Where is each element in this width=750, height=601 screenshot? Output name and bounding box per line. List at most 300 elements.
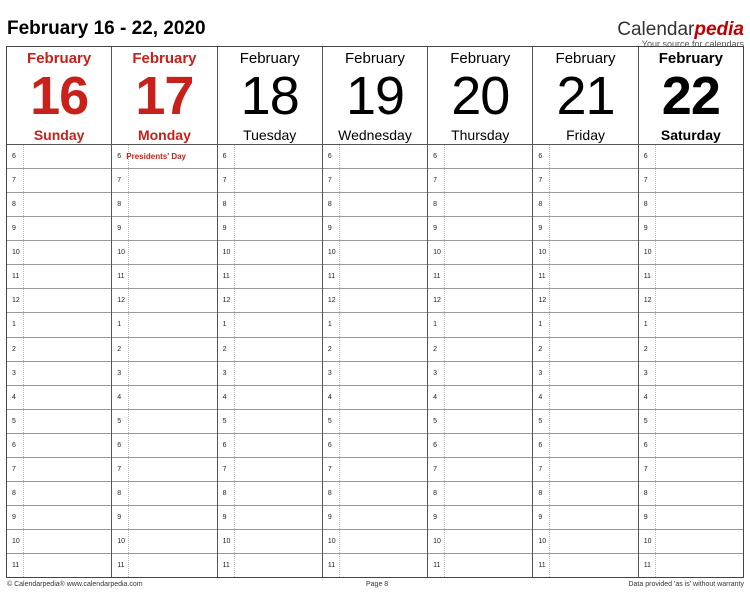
- time-slot: [428, 169, 532, 193]
- time-slot: [533, 265, 637, 289]
- hour-label: 12: [433, 297, 441, 305]
- slot-divider: [234, 530, 235, 553]
- slot-divider: [655, 193, 656, 216]
- slot-divider: [444, 338, 445, 361]
- day-month: February: [27, 50, 92, 67]
- slot-divider: [128, 530, 129, 553]
- hour-label: 4: [12, 393, 16, 401]
- hour-label: 2: [117, 345, 122, 353]
- slot-divider: [339, 338, 340, 361]
- slot-divider: [128, 338, 129, 361]
- slot-divider: [444, 386, 445, 409]
- hour-label: 6: [117, 153, 122, 160]
- time-slot: [533, 193, 637, 217]
- slot-divider: [23, 338, 24, 361]
- day-weekday: Monday: [137, 127, 191, 143]
- brand-logo: [617, 20, 744, 49]
- slot-divider: [444, 169, 445, 192]
- slot-divider: [444, 530, 445, 553]
- day-month: February: [555, 50, 616, 67]
- hour-label: 10: [643, 538, 652, 545]
- slot-divider: [655, 434, 656, 457]
- day-number: 16: [30, 66, 89, 126]
- hour-label: 7: [117, 465, 122, 473]
- hour-label: 6: [222, 153, 227, 160]
- time-slot: [218, 554, 322, 577]
- hour-label: 10: [222, 538, 231, 545]
- hour-label: 1: [117, 321, 122, 329]
- time-slot: [7, 410, 111, 434]
- hour-label: 8: [538, 201, 543, 209]
- slot-divider: [339, 458, 340, 481]
- hour-label: 4: [117, 393, 122, 401]
- day-month: February: [132, 50, 197, 67]
- time-slot: [112, 338, 216, 362]
- hour-label: 6: [538, 441, 543, 449]
- slot-divider: [23, 145, 24, 168]
- hour-label: 9: [643, 513, 648, 521]
- hour-label: 7: [222, 177, 227, 185]
- hour-label: 4: [643, 393, 648, 401]
- time-slot: [639, 169, 743, 193]
- hour-label: 11: [222, 273, 230, 281]
- slot-divider: [23, 217, 24, 240]
- hour-rows: [218, 145, 322, 577]
- day-column: [639, 47, 743, 577]
- week-grid: [6, 46, 744, 578]
- hour-label: 3: [12, 369, 16, 377]
- slot-divider: [339, 145, 340, 168]
- time-slot: [7, 193, 111, 217]
- time-slot: [7, 554, 111, 577]
- slot-divider: [655, 313, 656, 336]
- hour-label: 8: [643, 201, 648, 209]
- hour-label: 10: [12, 249, 20, 257]
- hour-label: 7: [538, 465, 543, 473]
- slot-divider: [549, 386, 550, 409]
- hour-label: 6: [643, 153, 648, 160]
- day-month: February: [658, 50, 723, 67]
- time-slot: [218, 169, 322, 193]
- hour-label: 6: [643, 441, 648, 449]
- time-slot: [533, 554, 637, 577]
- slot-divider: [549, 193, 550, 216]
- hour-label: 1: [222, 321, 227, 329]
- hour-label: 8: [433, 489, 438, 497]
- time-slot: [428, 458, 532, 482]
- brand-name: [617, 20, 744, 39]
- time-slot: [639, 554, 743, 577]
- time-slot: [639, 193, 743, 217]
- hour-label: 6: [12, 441, 16, 449]
- slot-divider: [339, 530, 340, 553]
- slot-divider: [339, 193, 340, 216]
- time-slot: [639, 434, 743, 458]
- day-weekday: Sunday: [33, 127, 85, 143]
- slot-divider: [23, 386, 24, 409]
- time-slot: [639, 217, 743, 241]
- day-weekday: Thursday: [451, 127, 510, 143]
- hour-label: 10: [643, 249, 652, 257]
- day-column: [112, 47, 217, 577]
- hour-label: 8: [222, 201, 227, 209]
- hour-label: 7: [433, 177, 438, 185]
- time-slot: [428, 530, 532, 554]
- slot-divider: [234, 410, 235, 433]
- hour-label: 6: [327, 153, 332, 160]
- slot-divider: [234, 217, 235, 240]
- slot-divider: [128, 193, 129, 216]
- slot-divider: [234, 338, 235, 361]
- slot-divider: [655, 386, 656, 409]
- slot-divider: [339, 554, 340, 577]
- slot-divider: [655, 241, 656, 264]
- time-slot: [639, 145, 743, 169]
- hour-label: 6: [538, 153, 543, 160]
- slot-divider: [234, 458, 235, 481]
- time-slot: [428, 313, 532, 337]
- slot-divider: [23, 410, 24, 433]
- time-slot: [428, 554, 532, 577]
- slot-divider: [655, 458, 656, 481]
- day-column: [428, 47, 533, 577]
- slot-divider: [128, 506, 129, 529]
- time-slot: [428, 241, 532, 265]
- hour-label: 5: [538, 417, 543, 425]
- hour-rows: [639, 145, 743, 577]
- time-slot: [218, 338, 322, 362]
- brand-tagline: Your source for calendars: [641, 39, 744, 49]
- hour-label: 9: [538, 513, 543, 521]
- time-slot: [112, 217, 216, 241]
- slot-divider: [655, 169, 656, 192]
- day-month: February: [239, 50, 300, 67]
- time-slot: [218, 145, 322, 169]
- slot-divider: [444, 217, 445, 240]
- hour-label: 8: [327, 201, 332, 209]
- day-weekday: Tuesday: [243, 127, 297, 143]
- slot-divider: [23, 458, 24, 481]
- hour-label: 7: [12, 177, 16, 185]
- time-slot: [533, 217, 637, 241]
- slot-divider: [339, 482, 340, 505]
- slot-divider: [549, 217, 550, 240]
- time-slot: [7, 265, 111, 289]
- hour-label: 2: [327, 345, 332, 353]
- slot-divider: [128, 265, 129, 288]
- time-slot: [428, 217, 532, 241]
- time-slot: [7, 338, 111, 362]
- time-slot: [323, 554, 427, 577]
- time-slot: [428, 193, 532, 217]
- slot-divider: [23, 169, 24, 192]
- time-slot: [533, 362, 637, 386]
- hour-label: 7: [643, 177, 648, 185]
- slot-divider: [549, 458, 550, 481]
- time-slot: [323, 386, 427, 410]
- day-weekday: Saturday: [660, 127, 721, 143]
- time-slot: [218, 217, 322, 241]
- hour-label: 4: [222, 393, 227, 401]
- slot-divider: [128, 434, 129, 457]
- slot-divider: [234, 386, 235, 409]
- time-slot: [218, 482, 322, 506]
- slot-divider: [234, 434, 235, 457]
- time-slot: [323, 241, 427, 265]
- day-header: [533, 47, 637, 145]
- time-slot: [323, 434, 427, 458]
- day-column: [533, 47, 638, 577]
- hour-label: 3: [433, 369, 438, 377]
- day-number: 20: [451, 66, 510, 126]
- time-slot: [323, 313, 427, 337]
- hour-label: 9: [117, 513, 122, 521]
- hour-label: 11: [222, 562, 230, 570]
- slot-divider: [655, 217, 656, 240]
- hour-label: 12: [327, 297, 336, 305]
- hour-label: 2: [433, 345, 438, 353]
- slot-divider: [128, 217, 129, 240]
- slot-divider: [549, 169, 550, 192]
- slot-divider: [444, 241, 445, 264]
- time-slot: [323, 530, 427, 554]
- hour-label: 2: [538, 345, 543, 353]
- slot-divider: [549, 313, 550, 336]
- hour-label: 11: [12, 562, 20, 570]
- hour-label: 9: [12, 225, 16, 233]
- hour-label: 1: [643, 321, 648, 329]
- time-slot: [639, 386, 743, 410]
- day-column: [7, 47, 112, 577]
- day-month: February: [450, 50, 511, 67]
- hour-label: 6: [433, 441, 438, 449]
- slot-divider: [444, 265, 445, 288]
- hour-label: 5: [327, 417, 332, 425]
- slot-divider: [549, 410, 550, 433]
- hour-label: 7: [117, 177, 122, 185]
- hour-label: 10: [538, 538, 547, 545]
- slot-divider: [655, 554, 656, 577]
- slot-divider: [549, 265, 550, 288]
- slot-divider: [549, 530, 550, 553]
- hour-rows: [428, 145, 532, 577]
- time-slot: [112, 289, 216, 313]
- hour-label: 8: [12, 489, 16, 497]
- hour-label: 1: [538, 321, 543, 329]
- hour-label: 8: [117, 489, 122, 497]
- slot-divider: [444, 289, 445, 312]
- time-slot: [323, 193, 427, 217]
- time-slot: [533, 482, 637, 506]
- time-slot: [7, 241, 111, 265]
- hour-label: 7: [327, 177, 332, 185]
- hour-label: 1: [433, 321, 438, 329]
- time-slot: [7, 289, 111, 313]
- slot-divider: [23, 313, 24, 336]
- time-slot: [112, 458, 216, 482]
- time-slot: [112, 265, 216, 289]
- hour-label: 6: [117, 441, 122, 449]
- day-number: 19: [345, 66, 405, 126]
- hour-label: 9: [222, 513, 227, 521]
- hour-label: 5: [643, 417, 648, 425]
- hour-label: 9: [12, 513, 16, 521]
- time-slot: [7, 506, 111, 530]
- time-slot: [639, 289, 743, 313]
- slot-divider: [339, 434, 340, 457]
- time-slot: [112, 193, 216, 217]
- slot-divider: [444, 506, 445, 529]
- time-slot: [639, 410, 743, 434]
- time-slot: [218, 458, 322, 482]
- time-slot: [112, 506, 216, 530]
- slot-divider: [23, 554, 24, 577]
- slot-divider: [23, 530, 24, 553]
- slot-divider: [128, 458, 129, 481]
- slot-divider: [234, 169, 235, 192]
- slot-divider: [128, 313, 129, 336]
- time-slot: [639, 458, 743, 482]
- time-slot: [428, 265, 532, 289]
- time-slot: [218, 289, 322, 313]
- hour-label: 6: [327, 441, 332, 449]
- time-slot: [112, 410, 216, 434]
- slot-divider: [339, 217, 340, 240]
- time-slot: [112, 145, 216, 169]
- day-column: [323, 47, 428, 577]
- slot-divider: [444, 482, 445, 505]
- time-slot: [112, 482, 216, 506]
- hour-label: 11: [327, 562, 336, 570]
- time-slot: [428, 434, 532, 458]
- time-slot: [639, 313, 743, 337]
- time-slot: [323, 410, 427, 434]
- slot-divider: [128, 241, 129, 264]
- hour-label: 12: [222, 297, 231, 305]
- hour-label: 11: [117, 562, 125, 570]
- hour-label: 12: [643, 297, 652, 305]
- slot-divider: [128, 554, 129, 577]
- day-month: February: [344, 50, 405, 67]
- time-slot: [533, 506, 637, 530]
- time-slot: [639, 241, 743, 265]
- slot-divider: [655, 530, 656, 553]
- time-slot: [218, 313, 322, 337]
- footer: [0, 581, 750, 593]
- hour-label: 10: [538, 249, 547, 257]
- hour-label: 7: [327, 465, 332, 473]
- time-slot: [533, 458, 637, 482]
- slot-divider: [23, 289, 24, 312]
- time-slot: [533, 434, 637, 458]
- day-number: 18: [240, 66, 299, 126]
- hour-label: 9: [433, 513, 438, 521]
- slot-divider: [234, 241, 235, 264]
- time-slot: [639, 338, 743, 362]
- hour-label: 10: [117, 538, 126, 545]
- hour-label: 10: [327, 249, 336, 257]
- slot-divider: [655, 265, 656, 288]
- time-slot: [323, 169, 427, 193]
- hour-label: 3: [643, 369, 648, 377]
- slot-divider: [549, 434, 550, 457]
- slot-divider: [23, 265, 24, 288]
- slot-divider: [23, 482, 24, 505]
- day-header: [639, 47, 743, 145]
- time-slot: [428, 338, 532, 362]
- hour-rows: [7, 145, 111, 577]
- time-slot: [7, 217, 111, 241]
- hour-label: 10: [12, 538, 20, 545]
- time-slot: [533, 145, 637, 169]
- hour-label: 8: [538, 489, 543, 497]
- slot-divider: [655, 338, 656, 361]
- slot-divider: [549, 241, 550, 264]
- time-slot: [218, 410, 322, 434]
- time-slot: [428, 362, 532, 386]
- slot-divider: [655, 482, 656, 505]
- hour-label: 12: [117, 297, 126, 305]
- slot-divider: [23, 362, 24, 385]
- time-slot: [323, 265, 427, 289]
- hour-label: 7: [222, 465, 227, 473]
- slot-divider: [444, 145, 445, 168]
- slot-divider: [655, 362, 656, 385]
- slot-divider: [339, 506, 340, 529]
- hour-label: 9: [433, 225, 438, 233]
- hour-label: 11: [117, 273, 125, 281]
- slot-divider: [339, 362, 340, 385]
- time-slot: [112, 386, 216, 410]
- slot-divider: [23, 434, 24, 457]
- slot-divider: [234, 313, 235, 336]
- hour-label: 2: [222, 345, 227, 353]
- hour-label: 3: [222, 369, 227, 377]
- time-slot: [7, 458, 111, 482]
- time-slot: [533, 289, 637, 313]
- hour-label: 6: [433, 153, 438, 160]
- day-header: [218, 47, 322, 145]
- time-slot: [533, 386, 637, 410]
- slot-divider: [444, 410, 445, 433]
- slot-divider: [234, 289, 235, 312]
- day-header: [112, 47, 216, 145]
- slot-divider: [549, 289, 550, 312]
- time-slot: [323, 362, 427, 386]
- time-slot: [112, 241, 216, 265]
- slot-divider: [444, 434, 445, 457]
- hour-label: 10: [433, 538, 441, 545]
- hour-label: 10: [327, 538, 336, 545]
- hour-label: 9: [327, 225, 332, 233]
- hour-rows: [323, 145, 427, 577]
- hour-label: 11: [643, 273, 651, 281]
- time-slot: [7, 482, 111, 506]
- footer-disclaimer: Data provided 'as is' without warranty: [628, 581, 744, 588]
- slot-divider: [655, 410, 656, 433]
- time-slot: [218, 506, 322, 530]
- day-column: [218, 47, 323, 577]
- hour-label: 11: [433, 273, 441, 281]
- hour-label: 1: [12, 321, 16, 329]
- time-slot: [533, 241, 637, 265]
- slot-divider: [128, 169, 129, 192]
- time-slot: [218, 265, 322, 289]
- time-slot: [639, 506, 743, 530]
- slot-divider: [339, 241, 340, 264]
- hour-label: 3: [327, 369, 332, 377]
- day-weekday: Wednesday: [338, 127, 412, 143]
